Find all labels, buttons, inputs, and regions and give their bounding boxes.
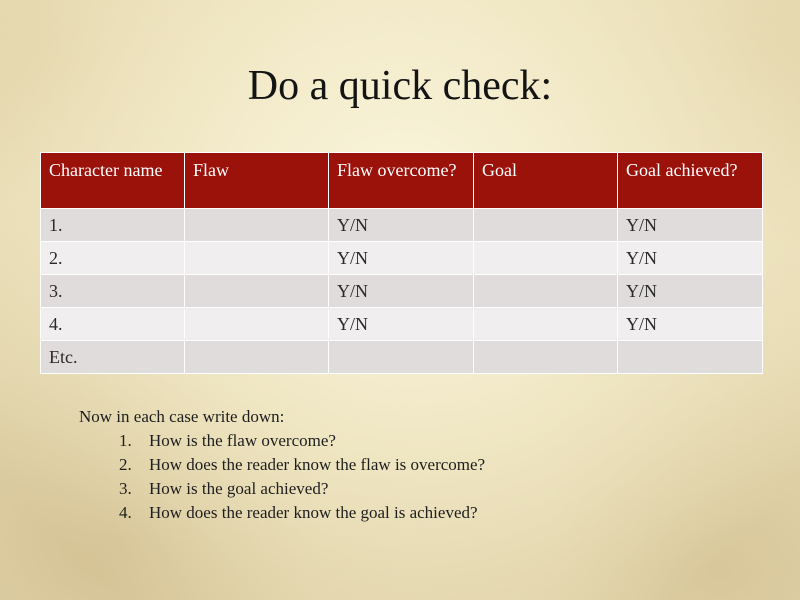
cell-goal-achieved: Y/N bbox=[618, 242, 763, 275]
list-item-text: How does the reader know the flaw is overcome? bbox=[149, 455, 486, 474]
character-check-table bbox=[40, 152, 763, 374]
table-row bbox=[41, 242, 763, 275]
cell-goal bbox=[474, 209, 618, 242]
list-item-number: 1. bbox=[119, 431, 132, 450]
list-item bbox=[79, 501, 485, 525]
list-item-text: How is the goal achieved? bbox=[149, 479, 329, 498]
list-item bbox=[79, 477, 485, 501]
table-row bbox=[41, 341, 763, 374]
cell-character: Etc. bbox=[41, 341, 185, 374]
cell-character: 1. bbox=[41, 209, 185, 242]
list-item bbox=[79, 429, 485, 453]
slide-title: Do a quick check: bbox=[247, 63, 553, 109]
list-item-number: 3. bbox=[119, 479, 132, 498]
header-flaw: Flaw bbox=[185, 153, 329, 209]
header-goal: Goal bbox=[474, 153, 618, 209]
cell-flaw bbox=[185, 308, 329, 341]
cell-goal-achieved: Y/N bbox=[618, 308, 763, 341]
cell-goal bbox=[474, 242, 618, 275]
cell-goal-achieved: Y/N bbox=[618, 275, 763, 308]
header-flaw-overcome: Flaw overcome? bbox=[329, 153, 474, 209]
instructions-intro: Now in each case write down: bbox=[79, 407, 285, 426]
cell-character: 2. bbox=[41, 242, 185, 275]
cell-character: 3. bbox=[41, 275, 185, 308]
cell-flaw-overcome: Y/N bbox=[329, 209, 474, 242]
list-item-text: How is the flaw overcome? bbox=[149, 431, 336, 450]
list-item bbox=[79, 453, 485, 477]
cell-flaw bbox=[185, 209, 329, 242]
cell-flaw-overcome: Y/N bbox=[329, 242, 474, 275]
cell-flaw-overcome: Y/N bbox=[329, 275, 474, 308]
cell-goal-achieved: Y/N bbox=[618, 209, 763, 242]
list-item-number: 4. bbox=[119, 503, 132, 522]
cell-flaw bbox=[185, 275, 329, 308]
cell-goal bbox=[474, 275, 618, 308]
instructions-list bbox=[79, 429, 485, 525]
cell-goal bbox=[474, 341, 618, 374]
cell-flaw-overcome: Y/N bbox=[329, 308, 474, 341]
cell-goal-achieved bbox=[618, 341, 763, 374]
list-item-number: 2. bbox=[119, 455, 132, 474]
header-goal-achieved: Goal achieved? bbox=[618, 153, 763, 209]
cell-flaw-overcome bbox=[329, 341, 474, 374]
cell-flaw bbox=[185, 341, 329, 374]
table-row bbox=[41, 275, 763, 308]
header-character-name: Character name bbox=[41, 153, 185, 209]
cell-flaw bbox=[185, 242, 329, 275]
instructions-block bbox=[79, 405, 485, 525]
table-header-row bbox=[41, 153, 763, 209]
table-row bbox=[41, 209, 763, 242]
cell-goal bbox=[474, 308, 618, 341]
cell-character: 4. bbox=[41, 308, 185, 341]
list-item-text: How does the reader know the goal is achieved? bbox=[149, 503, 478, 522]
table-row bbox=[41, 308, 763, 341]
